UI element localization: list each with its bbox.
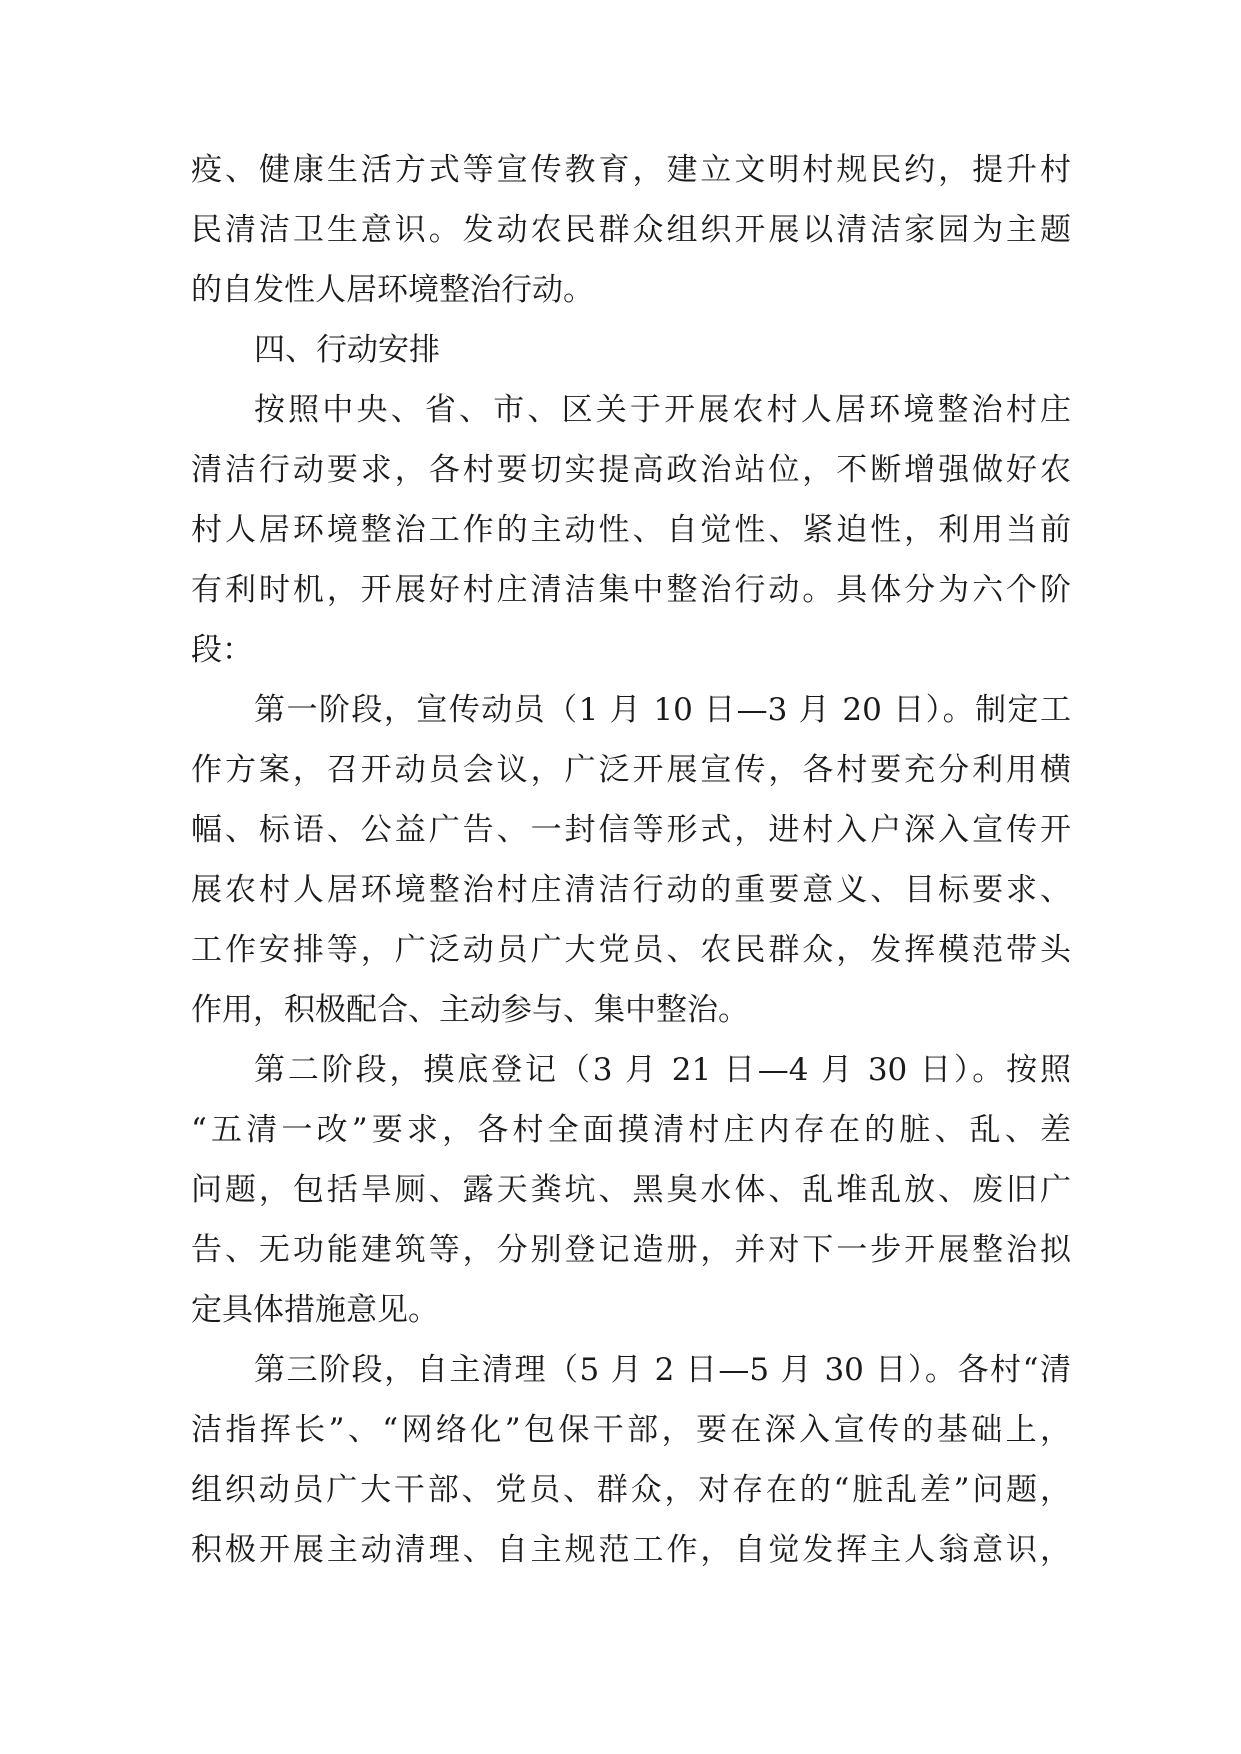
- text-line: 清洁行动要求，各村要切实提高政治站位，不断增强做好农: [191, 452, 1071, 488]
- text-line: 村人居环境整治工作的主动性、自觉性、紧迫性，利用当前: [191, 512, 1071, 548]
- text-line: 定具体措施意见。: [191, 1292, 439, 1328]
- text-line: 段：: [191, 632, 253, 668]
- text-line: 第二阶段，摸底登记（3 月 21 日—4 月 30 日）。按照: [254, 1052, 1071, 1088]
- text-line: 按照中央、省、市、区关于开展农村人居环境整治村庄: [254, 392, 1071, 428]
- text-line: “五清一改”要求，各村全面摸清村庄内存在的脏、乱、差: [191, 1112, 1071, 1148]
- text-line: 第三阶段，自主清理（5 月 2 日—5 月 30 日）。各村“清: [254, 1352, 1071, 1388]
- section-heading: 四、行动安排: [254, 332, 440, 368]
- text-line: 疫、健康生活方式等宣传教育，建立文明村规民约，提升村: [191, 152, 1071, 188]
- text-line: 第一阶段，宣传动员（1 月 10 日—3 月 20 日）。制定工: [254, 692, 1071, 728]
- text-line: 洁指挥长”、“网络化”包保干部，要在深入宣传的基础上，: [191, 1412, 1071, 1448]
- text-line: 问题，包括旱厕、露天粪坑、黑臭水体、乱堆乱放、废旧广: [191, 1172, 1071, 1208]
- text-line: 工作安排等，广泛动员广大党员、农民群众，发挥模范带头: [191, 932, 1071, 968]
- text-line: 民清洁卫生意识。发动农民群众组织开展以清洁家园为主题: [191, 212, 1071, 248]
- text-line: 积极开展主动清理、自主规范工作，自觉发挥主人翁意识，: [191, 1532, 1071, 1568]
- text-line: 幅、标语、公益广告、一封信等形式，进村入户深入宣传开: [191, 812, 1071, 848]
- text-line: 作方案，召开动员会议，广泛开展宣传，各村要充分利用横: [191, 752, 1071, 788]
- text-line: 展农村人居环境整治村庄清洁行动的重要意义、目标要求、: [191, 872, 1071, 908]
- text-line: 组织动员广大干部、党员、群众，对存在的“脏乱差”问题，: [191, 1472, 1071, 1508]
- text-line: 告、无功能建筑等，分别登记造册，并对下一步开展整治拟: [191, 1232, 1071, 1268]
- text-line: 的自发性人居环境整治行动。: [191, 272, 594, 308]
- text-line: 作用，积极配合、主动参与、集中整治。: [191, 992, 749, 1028]
- text-line: 有利时机，开展好村庄清洁集中整治行动。具体分为六个阶: [191, 572, 1071, 608]
